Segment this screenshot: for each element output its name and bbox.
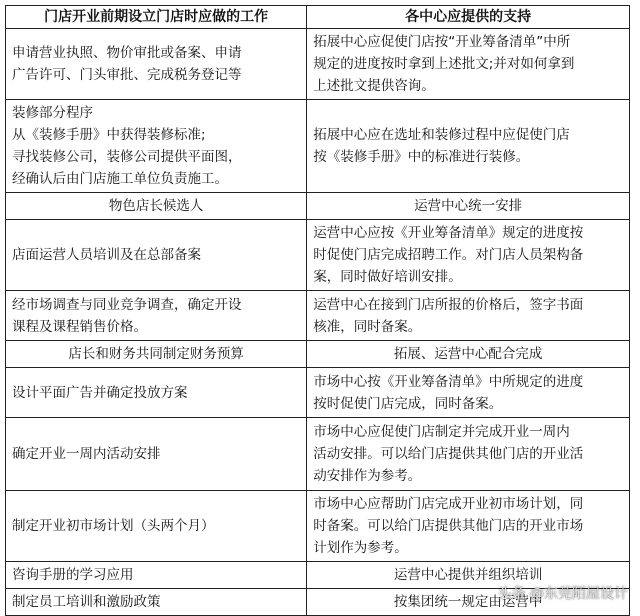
support-line: 活动安排。可以给门店提供其他门店的开业活: [313, 446, 584, 462]
task-line: 装修部分程序: [12, 105, 93, 121]
support-line: 市场中心按《开业筹备清单》中所规定的进度: [313, 373, 584, 390]
support-line: 动安排作为参考。: [313, 468, 422, 484]
support-line: 规定的进度按时拿到上述批文;并对如何拿到: [313, 56, 575, 72]
task-line: 设计平面广告并确定投放方案: [12, 384, 188, 401]
task-cell: [6, 100, 307, 193]
task-cell: [6, 418, 307, 491]
support-line: 运营中心统一安排: [414, 198, 523, 214]
support-line: 案，同时做好培训安排。: [313, 269, 462, 285]
support-cell: [307, 368, 630, 418]
document-table: [5, 5, 630, 616]
support-line: 市场中心应促使门店制定并完成开业一周内: [313, 424, 570, 440]
support-cell: [307, 193, 630, 220]
support-cell: [307, 29, 630, 100]
support-cell: [307, 418, 630, 491]
support-line: 计划作为参考。: [313, 540, 408, 556]
task-cell: [6, 368, 307, 418]
support-cell: [307, 589, 630, 616]
support-cell: [307, 100, 630, 193]
task-line: 制定员工培训和激励政策: [12, 594, 161, 610]
task-line: 店面运营人员培训及在总部备案: [12, 247, 201, 263]
task-line: 申请营业执照、物价审批或备案、申请: [12, 45, 242, 61]
support-line: 按集团统一规定由运营中: [393, 594, 543, 610]
task-line: 咨询手册的学习应用: [12, 567, 134, 583]
task-line: 店长和财务共同制定财务预算: [68, 346, 244, 362]
task-line: 广告许可、门头审批、完成税务登记等: [12, 67, 242, 83]
support-line: 按《装修手册》中的标准进行装修。: [313, 149, 530, 165]
support-line: 时备案。可以给门店提供其他门店的开业市场: [313, 518, 584, 534]
task-cell: [6, 491, 307, 562]
support-line: 拓展中心应在选址和装修过程中应促使门店: [313, 127, 570, 143]
task-cell: [6, 220, 307, 291]
task-line: 经确认后由门店施工单位负责施工。: [12, 171, 228, 187]
task-cell: [6, 29, 307, 100]
table-body: [6, 29, 630, 616]
support-cell: [307, 491, 630, 562]
task-cell: [6, 291, 307, 341]
support-line: 上述批文提供咨询。: [313, 78, 435, 94]
task-cell: [6, 562, 307, 589]
header-right: 各中心应提供的支持: [307, 6, 630, 29]
support-cell: [307, 291, 630, 341]
task-cell: [6, 589, 307, 616]
support-line: 核准，同时备案。: [313, 318, 422, 335]
task-line: 课程及课程销售价格。: [12, 318, 147, 335]
support-cell: [307, 341, 630, 368]
support-line: 运营中心在接到门店所报的价格后，签字书面: [313, 296, 584, 313]
support-line: 拓展、运营中心配合完成: [393, 346, 543, 362]
support-cell: [307, 220, 630, 291]
table-row: [6, 418, 630, 491]
table-row: [6, 291, 630, 341]
support-line: 运营中心提供并组织培训: [393, 567, 543, 583]
table-row: [6, 220, 630, 291]
table-row: [6, 341, 630, 368]
task-line: 从《装修手册》中获得装修标准;: [12, 127, 206, 143]
table-header-row: [6, 6, 630, 29]
support-line: 时促使门店完成招聘工作。对门店人员架构备: [313, 247, 584, 263]
task-cell: [6, 193, 307, 220]
task-line: 确定开业一周内活动安排: [12, 446, 161, 462]
table-row: [6, 29, 630, 100]
table-row: [6, 562, 630, 589]
support-line: 拓展中心应促使门店按“开业筹备清单”中所: [313, 34, 571, 50]
table-row: [6, 100, 630, 193]
support-cell: [307, 562, 630, 589]
table-row: [6, 589, 630, 616]
header-left: 门店开业前期设立门店时应做的工作: [6, 6, 307, 29]
support-line: 运营中心应按《开业筹备清单》规定的进度按: [313, 225, 584, 241]
table-row: [6, 193, 630, 220]
task-line: 物色店长候选人: [108, 198, 204, 214]
task-line: 寻找装修公司，装修公司提供平面图，: [12, 149, 242, 165]
table-row: [6, 491, 630, 562]
watermark: 头条 @东莞陌屋设计: [497, 586, 628, 602]
task-line: 经市场调查与同业竞争调查，确定开设: [12, 296, 242, 313]
support-line: 市场中心应帮助门店完成开业初市场计划，同: [313, 496, 584, 512]
task-line: 制定开业初市场计划（头两个月）: [12, 518, 215, 534]
support-line: 按时促使门店完成，同时备案。: [313, 395, 503, 412]
task-cell: [6, 341, 307, 368]
table-row: [6, 368, 630, 418]
